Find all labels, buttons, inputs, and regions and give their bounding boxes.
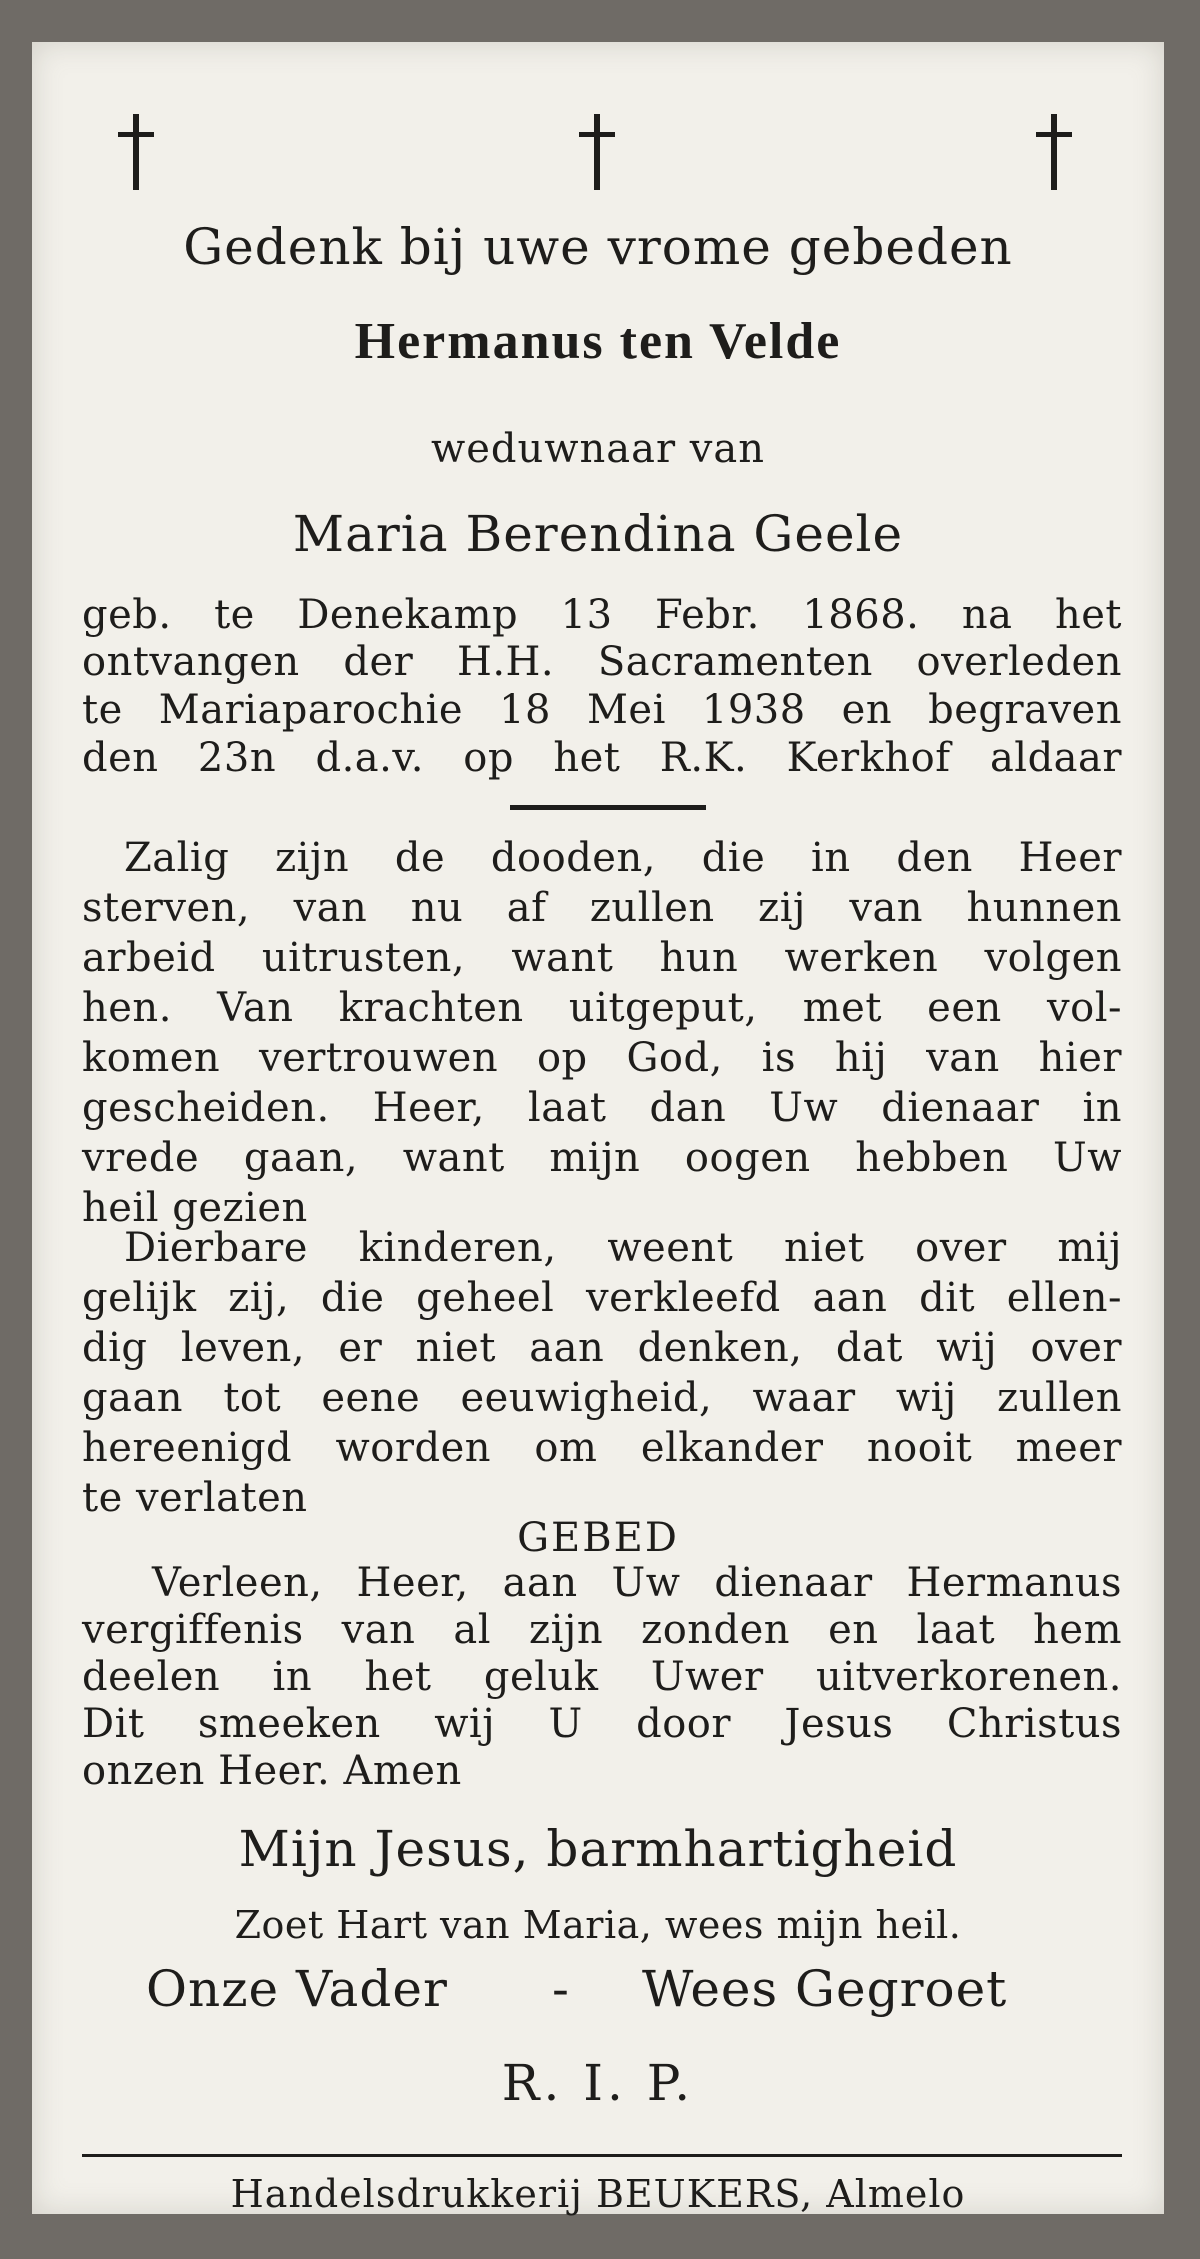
relation-text: weduwnaar van: [430, 426, 765, 472]
farewell-line: te verlaten: [82, 1475, 308, 1521]
footer-rule: [82, 2154, 1122, 2157]
memorial-card: [32, 42, 1164, 2214]
farewell-line: hereenigd worden om elkander nooit meer: [82, 1425, 1122, 1471]
scripture-line: heil gezien: [82, 1185, 308, 1231]
prayer-onze-vader: Onze Vader: [146, 1960, 448, 2018]
rip-text: R. I. P.: [501, 2054, 695, 2112]
prayer-line: deelen in het geluk Uwer uitverkorenen.: [82, 1654, 1122, 1700]
prayer-title: GEBED: [517, 1515, 679, 1561]
biography-line: den 23n d.a.v. op het R.K. Kerkhof aldaar: [82, 735, 1122, 781]
prayer-line: Verleen, Heer, aan Uw dienaar Hermanus: [152, 1560, 1122, 1606]
invocation-jesus: Mijn Jesus, barmhartigheid: [238, 1820, 958, 1878]
cross-icon: [116, 114, 156, 194]
scripture-line: sterven, van nu af zullen zij van hunnen: [82, 885, 1122, 931]
scripture-line: hen. Van krachten uitgeput, met een vol-: [82, 985, 1122, 1031]
prayer-line: onzen Heer. Amen: [82, 1748, 462, 1794]
cross-icon: [1034, 114, 1074, 194]
scripture-line: vrede gaan, want mijn oogen hebben Uw: [82, 1135, 1122, 1181]
farewell-line: Dierbare kinderen, weent niet over mij: [124, 1225, 1122, 1271]
invocation-maria: Zoet Hart van Maria, wees mijn heil.: [234, 1903, 962, 1947]
prayer-separator: -: [552, 1960, 570, 2018]
scripture-line: gescheiden. Heer, laat dan Uw dienaar in: [82, 1085, 1122, 1131]
closing-prayers: [32, 1960, 1164, 2030]
prayer-line: vergiffenis van al zijn zonden en laat hem: [82, 1607, 1122, 1653]
deceased-name: Hermanus ten Velde: [354, 313, 842, 370]
divider: [510, 805, 706, 810]
cross-icon: [577, 114, 617, 194]
prayer-wees-gegroet: Wees Gegroet: [642, 1960, 1008, 2018]
farewell-line: dig leven, er niet aan denken, dat wij over: [82, 1325, 1122, 1371]
intro-text: Gedenk bij uwe vrome gebeden: [183, 218, 1013, 276]
scripture-line: Zalig zijn de dooden, die in den Heer: [124, 835, 1122, 881]
biography-line: ontvangen der H.H. Sacramenten overleden: [82, 639, 1122, 685]
spouse-name: Maria Berendina Geele: [292, 505, 904, 563]
farewell-line: gelijk zij, die geheel verkleefd aan dit ellen-: [82, 1275, 1122, 1321]
biography-line: geb. te Denekamp 13 Febr. 1868. na het: [82, 592, 1122, 638]
scripture-line: arbeid uitrusten, want hun werken volgen: [82, 935, 1122, 981]
scripture-line: komen vertrouwen op God, is hij van hier: [82, 1035, 1122, 1081]
farewell-line: gaan tot eene eeuwigheid, waar wij zullen: [82, 1375, 1122, 1421]
printer-credit: Handelsdrukkerij BEUKERS, Almelo: [230, 2172, 966, 2216]
prayer-line: Dit smeeken wij U door Jesus Christus: [82, 1701, 1122, 1747]
biography-line: te Mariaparochie 18 Mei 1938 en begraven: [82, 687, 1122, 733]
